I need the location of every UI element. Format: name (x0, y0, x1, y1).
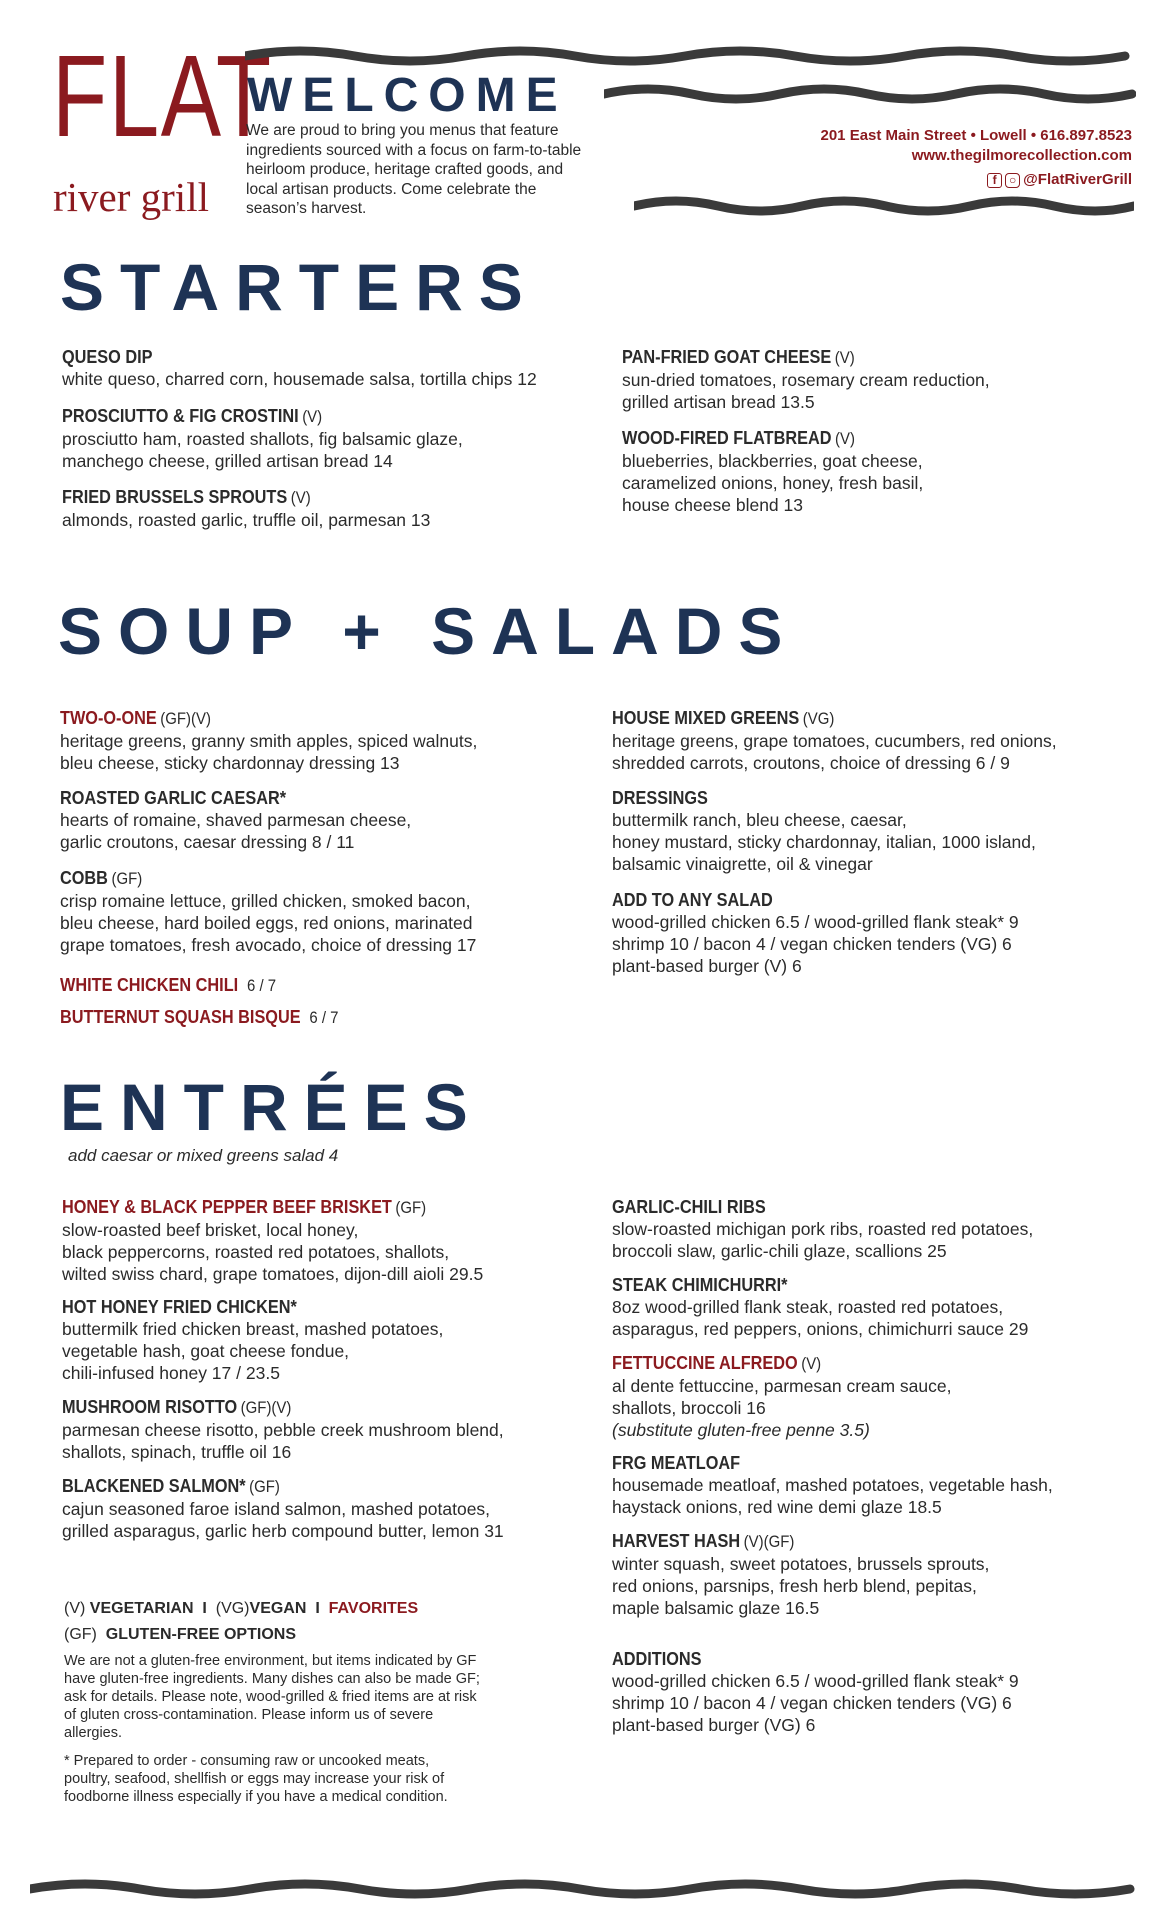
facebook-icon[interactable]: f (987, 173, 1002, 188)
menu-item: FRIED BRUSSELS SPROUTS (V) almonds, roasted garlic, truffle oil, parmesan 13 (62, 486, 431, 530)
menu-item: BLACKENED SALMON* (GF) cajun seasoned faroe island salmon, mashed potatoes, grilled asparagus, garlic herb compound butter, lemon 31 (62, 1475, 504, 1541)
raw-food-warning: * Prepared to order - consuming raw or uncooked meats, poultry, seafood, shellfish or eggs may increase your risk of foodborne illness especially if you have a medical condition. (64, 1753, 448, 1805)
menu-item: COBB (GF) crisp romaine lettuce, grilled chicken, smoked bacon, bleu cheese, hard boiled eggs, red onions, marinated grape tomatoes, fresh avocado, choice of dressing 17 (60, 867, 477, 955)
social-row (987, 170, 1132, 190)
starters-title: STARTERS (60, 250, 539, 324)
additions: ADDITIONS wood-grilled chicken 6.5 / wood-grilled flank steak* 9 shrimp 10 / bacon 4 / vegan chicken tenders (VG) 6 plant-based burger (VG) 6 (612, 1648, 1019, 1735)
instagram-icon[interactable]: ○ (1005, 173, 1020, 188)
welcome-text: We are proud to bring you menus that feature ingredients sourced with a focus on farm-to-table heirloom produce, heritage crafted goods, and local artisan products. Come celebrate the season’s harvest. (246, 122, 582, 217)
entrees-title: ENTRÉES (60, 1070, 484, 1144)
menu-item: GARLIC-CHILI RIBS slow-roasted michigan pork ribs, roasted red potatoes, broccoli slaw, garlic-chili glaze, scallions 25 (612, 1196, 1034, 1261)
address: 201 East Main Street • Lowell • 616.897.8523 (820, 127, 1132, 144)
social-handle[interactable]: @FlatRiverGrill (1023, 171, 1132, 188)
soup-item: WHITE CHICKEN CHILI 6 / 7 (60, 974, 277, 995)
soup-salads-title: SOUP + SALADS (58, 594, 799, 668)
wave-divider-mid (604, 82, 1136, 106)
website-link[interactable]: www.thegilmorecollection.com (911, 147, 1132, 164)
menu-item: FRG MEATLOAF housemade meatloaf, mashed potatoes, vegetable hash, haystack onions, red wine demi glaze 18.5 (612, 1452, 1053, 1517)
logo-river-grill: river grill (53, 174, 209, 220)
gf-legend: (GF) GLUTEN-FREE OPTIONS (64, 1626, 296, 1643)
soup-item: BUTTERNUT SQUASH BISQUE 6 / 7 (60, 1006, 339, 1027)
menu-item: HOUSE MIXED GREENS (VG) heritage greens, grape tomatoes, cucumbers, red onions, shredded carrots, croutons, choice of dressing 6 / 9 (612, 707, 1057, 773)
menu-item: PAN-FRIED GOAT CHEESE (V) sun-dried tomatoes, rosemary cream reduction, grilled artisan bread 13.5 (622, 346, 990, 412)
menu-item: HONEY & BLACK PEPPER BEEF BRISKET (GF) slow-roasted beef brisket, local honey, black peppercorns, roasted red potatoes, shallots, wilted swiss chard, grape tomatoes, dijon-dill aioli 29.5 (62, 1196, 484, 1284)
menu-item: ROASTED GARLIC CAESAR* hearts of romaine, shaved parmesan cheese, garlic croutons, caesar dressing 8 / 11 (60, 787, 412, 852)
wave-divider-bottom (30, 1876, 1140, 1902)
wave-divider-contact (634, 194, 1134, 218)
menu-item: TWO-O-ONE (GF)(V) heritage greens, granny smith apples, spiced walnuts, bleu cheese, sticky chardonnay dressing 13 (60, 707, 478, 773)
menu-item: STEAK CHIMICHURRI* 8oz wood-grilled flank steak, roasted red potatoes, asparagus, red peppers, onions, chimichurri sauce 29 (612, 1274, 1029, 1339)
logo-flat: FLAT (52, 31, 273, 161)
wave-divider-top (245, 44, 1135, 68)
menu-item: HOT HONEY FRIED CHICKEN* buttermilk fried chicken breast, mashed potatoes, vegetable hash, goat cheese fondue, chili-infused honey 17 / 23.5 (62, 1296, 444, 1383)
menu-item: ADD TO ANY SALAD wood-grilled chicken 6.5 / wood-grilled flank steak* 9 shrimp 10 / bacon 4 / vegan chicken tenders (VG) 6 plant-based burger (V) 6 (612, 889, 1019, 976)
menu-item: WOOD-FIRED FLATBREAD (V) blueberries, blackberries, goat cheese, caramelized onions, honey, fresh basil, house cheese blend 13 (622, 427, 924, 515)
menu-item: MUSHROOM RISOTTO (GF)(V) parmesan cheese risotto, pebble creek mushroom blend, shallots, spinach, truffle oil 16 (62, 1396, 504, 1462)
menu-item: PROSCIUTTO & FIG CROSTINI (V) prosciutto ham, roasted shallots, fig balsamic glaze, manchego cheese, grilled artisan bread 14 (62, 405, 463, 471)
diet-legend: (V) VEGETARIAN I (VG)VEGAN I FAVORITES (64, 1600, 419, 1617)
menu-item: DRESSINGS buttermilk ranch, bleu cheese, caesar, honey mustard, sticky chardonnay, italian, 1000 island, balsamic vinaigrette, oil & vinegar (612, 787, 1036, 874)
welcome-title: WELCOME (247, 69, 568, 122)
menu-item: FETTUCCINE ALFREDO (V) al dente fettuccine, parmesan cream sauce, shallots, broccoli 16 (substitute gluten-free penne 3.5) (612, 1352, 952, 1440)
menu-item: HARVEST HASH (V)(GF) winter squash, sweet potatoes, brussels sprouts, red onions, parsnips, fresh herb blend, pepitas, maple balsamic glaze 16.5 (612, 1530, 990, 1618)
menu-item: QUESO DIP white queso, charred corn, housemade salsa, tortilla chips 12 (62, 346, 537, 389)
entrees-note: add caesar or mixed greens salad 4 (68, 1146, 339, 1165)
gluten-free-note: We are not a gluten-free environment, but items indicated by GF have gluten-free ingredients. Many dishes can also be made GF; ask for details. Please note, wood-grilled & fried items are at risk of gluten cross-contamination. Please inform us of severe allergies. (64, 1653, 480, 1741)
